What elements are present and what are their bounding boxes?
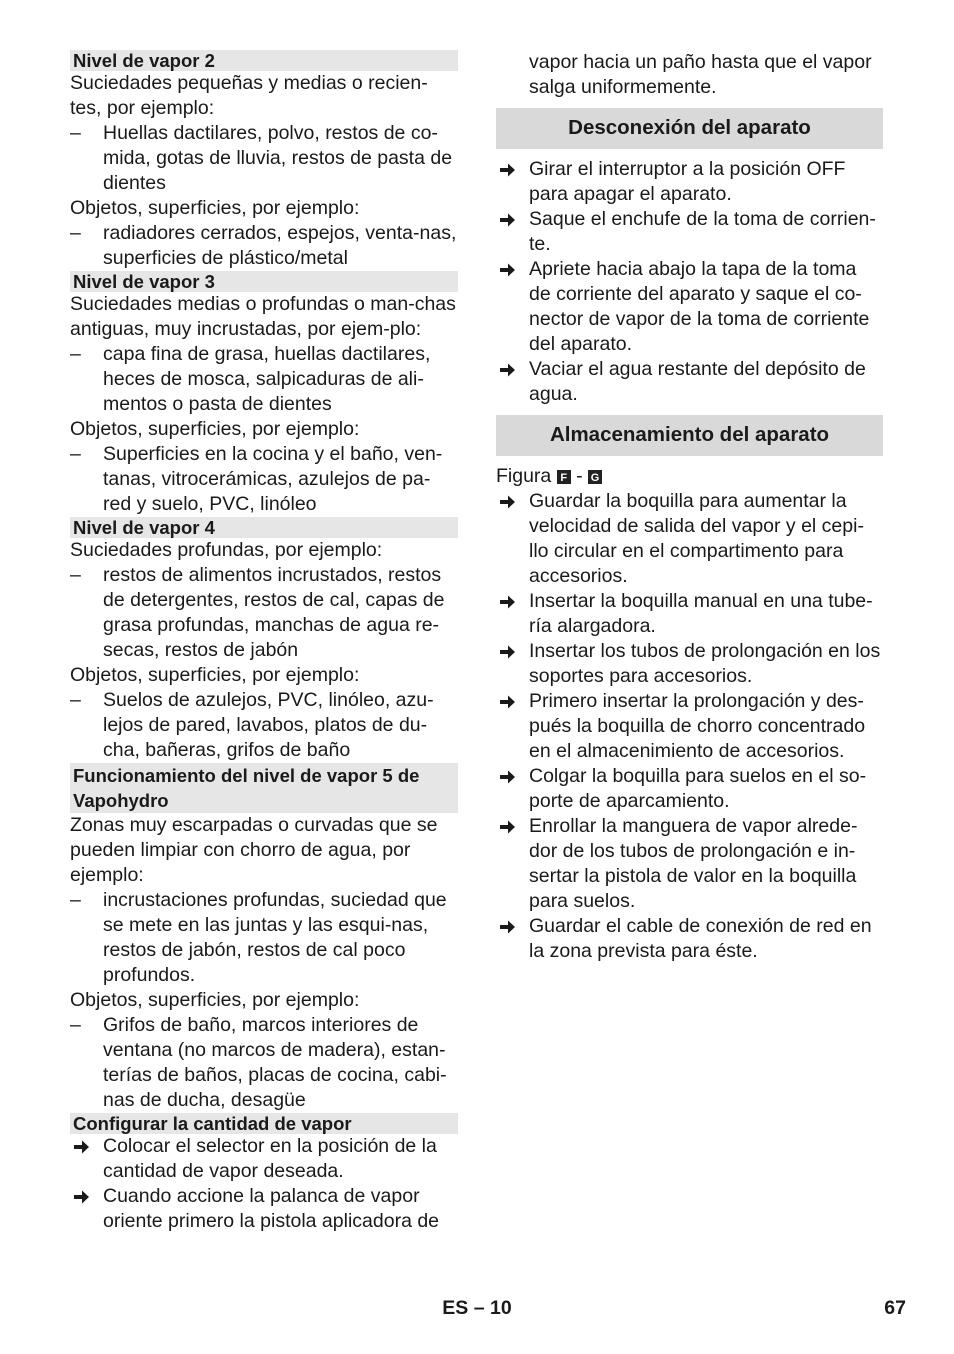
list-item-text: capa fina de grasa, huellas dactilares, heces de mosca, salpicaduras de ali-mentos o pasta de dientes — [103, 343, 431, 415]
figure-reference — [496, 464, 883, 489]
paragraph: Objetos, superficies, por ejemplo: — [70, 197, 360, 219]
instruction-step — [496, 639, 883, 689]
instruction-step — [496, 207, 883, 257]
section-title-steam-level-4: Nivel de vapor 4 — [70, 517, 458, 538]
section-title-line: Funcionamiento del nivel de vapor 5 de — [73, 765, 420, 786]
page-number: 67 — [884, 1297, 906, 1319]
figure-g-box: G — [588, 470, 602, 484]
instruction-text: vapor hacia un paño hasta que el vapor salga uniformemente. — [529, 51, 872, 98]
paragraph: Zonas muy escarpadas o curvadas que se pueden limpiar con chorro de agua, por ejemplo: — [70, 814, 438, 886]
list-item-text: Suelos de azulejos, PVC, linóleo, azu-lejos de pared, lavabos, platos de du-cha, bañeras, grifos de baño — [103, 689, 434, 761]
instruction-text: Colocar el selector en la posición de la cantidad de vapor deseada. — [103, 1135, 437, 1182]
instruction-step — [496, 689, 883, 764]
instruction-text: Cuando accione la palanca de vapor oriente primero la pistola aplicadora de — [103, 1185, 440, 1232]
instruction-text: Vaciar el agua restante del depósito de agua. — [529, 358, 866, 405]
list-item-text: Superficies en la cocina y el baño, ven-tanas, vitrocerámicas, azulejos de pa-red y suelo, PVC, linóleo — [103, 443, 443, 515]
footer-section-page: ES – 10 — [442, 1297, 512, 1319]
section-title-disconnect: Desconexión del aparato — [496, 108, 883, 149]
section-title-steam-level-2: Nivel de vapor 2 — [70, 50, 458, 71]
instruction-text: Apriete hacia abajo la tapa de la toma de corriente del aparato y saque el co-nector de vapor de la toma de corriente del aparato. — [529, 258, 870, 355]
list-item — [70, 442, 458, 517]
list-item-text: Huellas dactilares, polvo, restos de co-mida, gotas de lluvia, restos de pasta de dientes — [103, 122, 453, 194]
list-item — [70, 121, 458, 196]
list-item — [70, 688, 458, 763]
list-item — [70, 342, 458, 417]
instruction-text: Insertar los tubos de prolongación en los soportes para accesorios. — [529, 640, 881, 687]
paragraph: Objetos, superficies, por ejemplo: — [70, 664, 360, 686]
instruction-step — [70, 1184, 458, 1234]
figure-separator: - — [576, 465, 583, 487]
instruction-text: Insertar la boquilla manual en una tube-ría alargadora. — [529, 590, 873, 637]
list-item-text: incrustaciones profundas, suciedad que se mete en las juntas y las esqui-nas, restos de jabón, restos de cal poco profundos. — [103, 889, 447, 986]
figure-label: Figura — [496, 465, 552, 487]
instruction-text: Guardar la boquilla para aumentar la velocidad de salida del vapor y el cepi-llo circular en el compartimento para accesorios. — [529, 490, 864, 587]
instruction-step — [496, 589, 883, 639]
section-title-storage: Almacenamiento del aparato — [496, 415, 883, 456]
instruction-step — [496, 814, 883, 914]
instruction-text: Enrollar la manguera de vapor alrede-dor de los tubos de prolongación e in-sertar la pistola de valor en la boquilla para suelos. — [529, 815, 858, 912]
list-item — [70, 563, 458, 663]
instruction-step — [496, 357, 883, 407]
figure-f-box: F — [557, 470, 571, 484]
list-item — [70, 888, 458, 988]
dash-bullet: – — [70, 222, 81, 244]
left-column — [70, 50, 458, 1234]
dash-bullet: – — [70, 343, 81, 365]
instruction-step — [496, 764, 883, 814]
paragraph: Suciedades profundas, por ejemplo: — [70, 539, 383, 561]
paragraph: Objetos, superficies, por ejemplo: — [70, 989, 360, 1011]
disconnect-steps — [496, 157, 883, 407]
dash-bullet: – — [70, 122, 81, 144]
dash-bullet: – — [70, 564, 81, 586]
instruction-text: Saque el enchufe de la toma de corrien-te. — [529, 208, 876, 255]
right-column — [496, 50, 883, 964]
section-title-line: Vapohydro — [73, 790, 169, 811]
instruction-text: Guardar el cable de conexión de red en la zona prevista para éste. — [529, 915, 872, 962]
list-item-text: restos de alimentos incrustados, restos de detergentes, restos de cal, capas de grasa profundas, manchas de agua re-secas, restos de jabón — [103, 564, 445, 661]
paragraph: Suciedades medias o profundas o man-chas antiguas, muy incrustadas, por ejem-plo: — [70, 293, 456, 340]
storage-steps — [496, 489, 883, 964]
section-title-steam-quantity: Configurar la cantidad de vapor — [70, 1113, 458, 1134]
instruction-text: Primero insertar la prolongación y des-pués la boquilla de chorro concentrado en el almacenimiento de accesorios. — [529, 690, 866, 762]
dash-bullet: – — [70, 1014, 81, 1036]
dash-bullet: – — [70, 443, 81, 465]
list-item — [70, 1013, 458, 1113]
dash-bullet: – — [70, 889, 81, 911]
instruction-continuation — [496, 50, 883, 100]
instruction-text: Colgar la boquilla para suelos en el so-porte de aparcamiento. — [529, 765, 867, 812]
list-item-text: radiadores cerrados, espejos, venta-nas, superficies de plástico/metal — [103, 222, 457, 269]
dash-bullet: – — [70, 689, 81, 711]
list-item — [70, 221, 458, 271]
paragraph: Objetos, superficies, por ejemplo: — [70, 418, 360, 440]
instruction-step — [496, 257, 883, 357]
section-title-steam-level-3: Nivel de vapor 3 — [70, 271, 458, 292]
list-item-text: Grifos de baño, marcos interiores de ventana (no marcos de madera), estan-terías de baños, placas de cocina, cabi-nas de ducha, desagüe — [103, 1014, 447, 1111]
section-title-steam-level-5 — [70, 763, 458, 813]
instruction-step — [70, 1134, 458, 1184]
instruction-step — [496, 914, 883, 964]
instruction-text: Girar el interruptor a la posición OFF para apagar el aparato. — [529, 158, 846, 205]
instruction-step — [496, 157, 883, 207]
paragraph: Suciedades pequeñas y medias o recien-tes, por ejemplo: — [70, 72, 428, 119]
instruction-step — [496, 489, 883, 589]
